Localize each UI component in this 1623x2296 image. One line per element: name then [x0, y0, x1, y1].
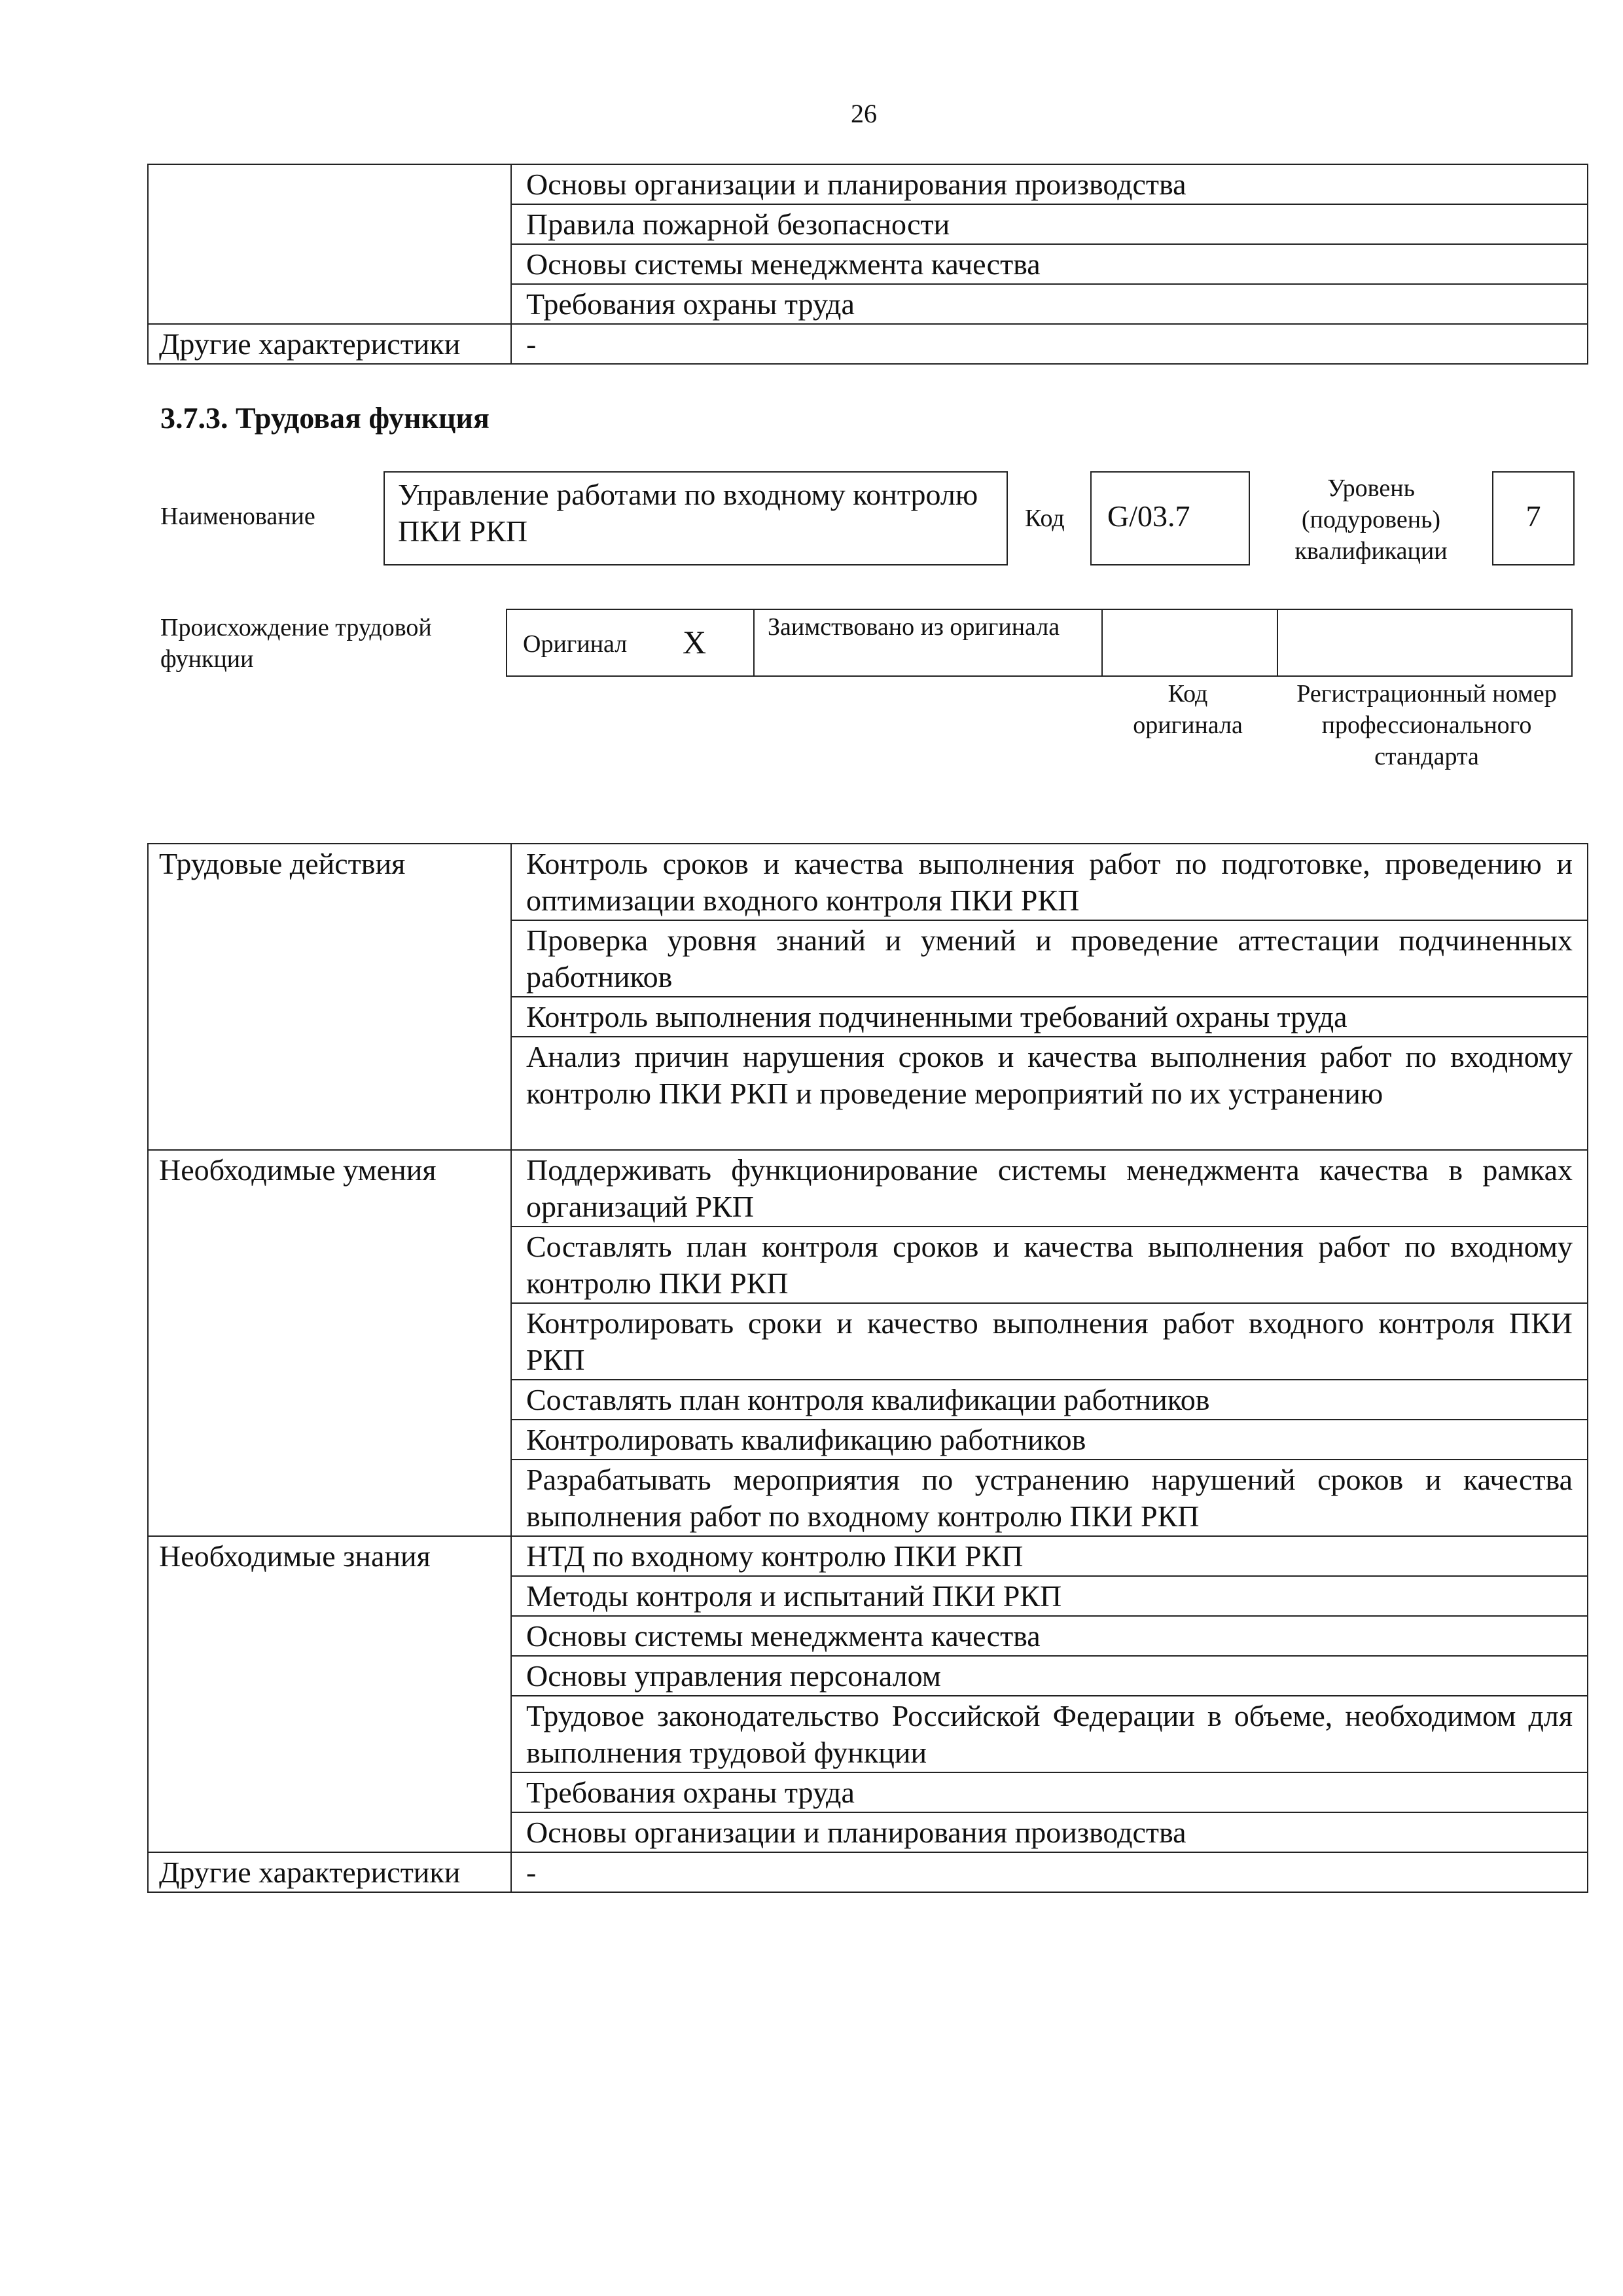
top-other-label: Другие характеристики	[148, 324, 511, 364]
name-value: Управление работами по входному контролю ПКИ РКП	[383, 471, 1008, 565]
top-table	[147, 164, 1588, 365]
origin-row	[506, 609, 1573, 677]
top-table-row: Требования охраны труда	[511, 284, 1588, 324]
skill-item: Поддерживать функционирование системы менеджмента качества в рамках организаций РКП	[511, 1150, 1588, 1227]
skill-item: Разрабатывать мероприятия по устранению нарушений сроков и качества выполнения работ по входному контролю ПКИ РКП	[511, 1460, 1588, 1536]
top-table-row: Правила пожарной безопасности	[511, 204, 1588, 244]
knowledge-item: НТД по входному контролю ПКИ РКП	[511, 1536, 1588, 1576]
skill-item: Составлять план контроля квалификации работников	[511, 1380, 1588, 1420]
knowledge-item: Основы системы менеджмента качества	[511, 1616, 1588, 1656]
action-item: Контроль сроков и качества выполнения работ по подготовке, проведению и оптимизации входного контроля ПКИ РКП	[511, 844, 1588, 920]
skill-item: Контролировать сроки и качество выполнения работ входного контроля ПКИ РКП	[511, 1303, 1588, 1380]
main-table	[147, 843, 1588, 1893]
knowledge-item: Методы контроля и испытаний ПКИ РКП	[511, 1576, 1588, 1616]
other-label: Другие характеристики	[148, 1852, 511, 1892]
original-cell	[506, 609, 755, 677]
actions-label: Трудовые действия	[148, 844, 511, 1150]
code-original-caption: Код оригинала	[1133, 680, 1243, 739]
code-label: Код	[1025, 505, 1065, 532]
top-table-empty-cell	[148, 164, 511, 324]
action-item: Контроль выполнения подчиненными требований охраны труда	[511, 997, 1588, 1037]
skill-item: Контролировать квалификацию работников	[511, 1420, 1588, 1460]
top-table-row: Основы организации и планирования производства	[511, 164, 1588, 204]
action-item: Анализ причин нарушения сроков и качества выполнения работ по входному контролю ПКИ РКП и проведение мероприятий по их устранению	[511, 1037, 1588, 1150]
section-heading: 3.7.3. Трудовая функция	[160, 401, 490, 435]
other-value: -	[511, 1852, 1588, 1892]
code-original-cell	[1101, 609, 1278, 677]
borrowed-cell: Заимствовано из оригинала	[753, 609, 1103, 677]
original-mark: X	[683, 624, 707, 660]
name-label: Наименование	[160, 503, 315, 530]
top-other-value: -	[511, 324, 1588, 364]
knowledge-item: Трудовое законодательство Российской Федерации в объеме, необходимом для выполнения трудовой функции	[511, 1696, 1588, 1772]
skills-label: Необходимые умения	[148, 1150, 511, 1536]
page-number: 26	[851, 99, 877, 128]
level-value: 7	[1492, 471, 1575, 565]
knowledge-item: Основы управления персоналом	[511, 1656, 1588, 1696]
reg-number-cell	[1277, 609, 1573, 677]
reg-number-caption: Регистрационный номер профессионального стандарта	[1296, 680, 1557, 770]
original-label: Оригинал	[523, 630, 628, 658]
level-label: Уровень (подуровень) квалификации	[1294, 475, 1448, 565]
origin-label: Происхождение трудовой функции	[160, 614, 432, 673]
knowledge-item: Основы организации и планирования производства	[511, 1812, 1588, 1852]
skill-item: Составлять план контроля сроков и качества выполнения работ по входному контролю ПКИ РКП	[511, 1227, 1588, 1303]
knowledge-label: Необходимые знания	[148, 1536, 511, 1852]
knowledge-item: Требования охраны труда	[511, 1772, 1588, 1812]
action-item: Проверка уровня знаний и умений и проведение аттестации подчиненных работников	[511, 920, 1588, 997]
top-table-row: Основы системы менеджмента качества	[511, 244, 1588, 284]
code-value: G/03.7	[1090, 471, 1250, 565]
